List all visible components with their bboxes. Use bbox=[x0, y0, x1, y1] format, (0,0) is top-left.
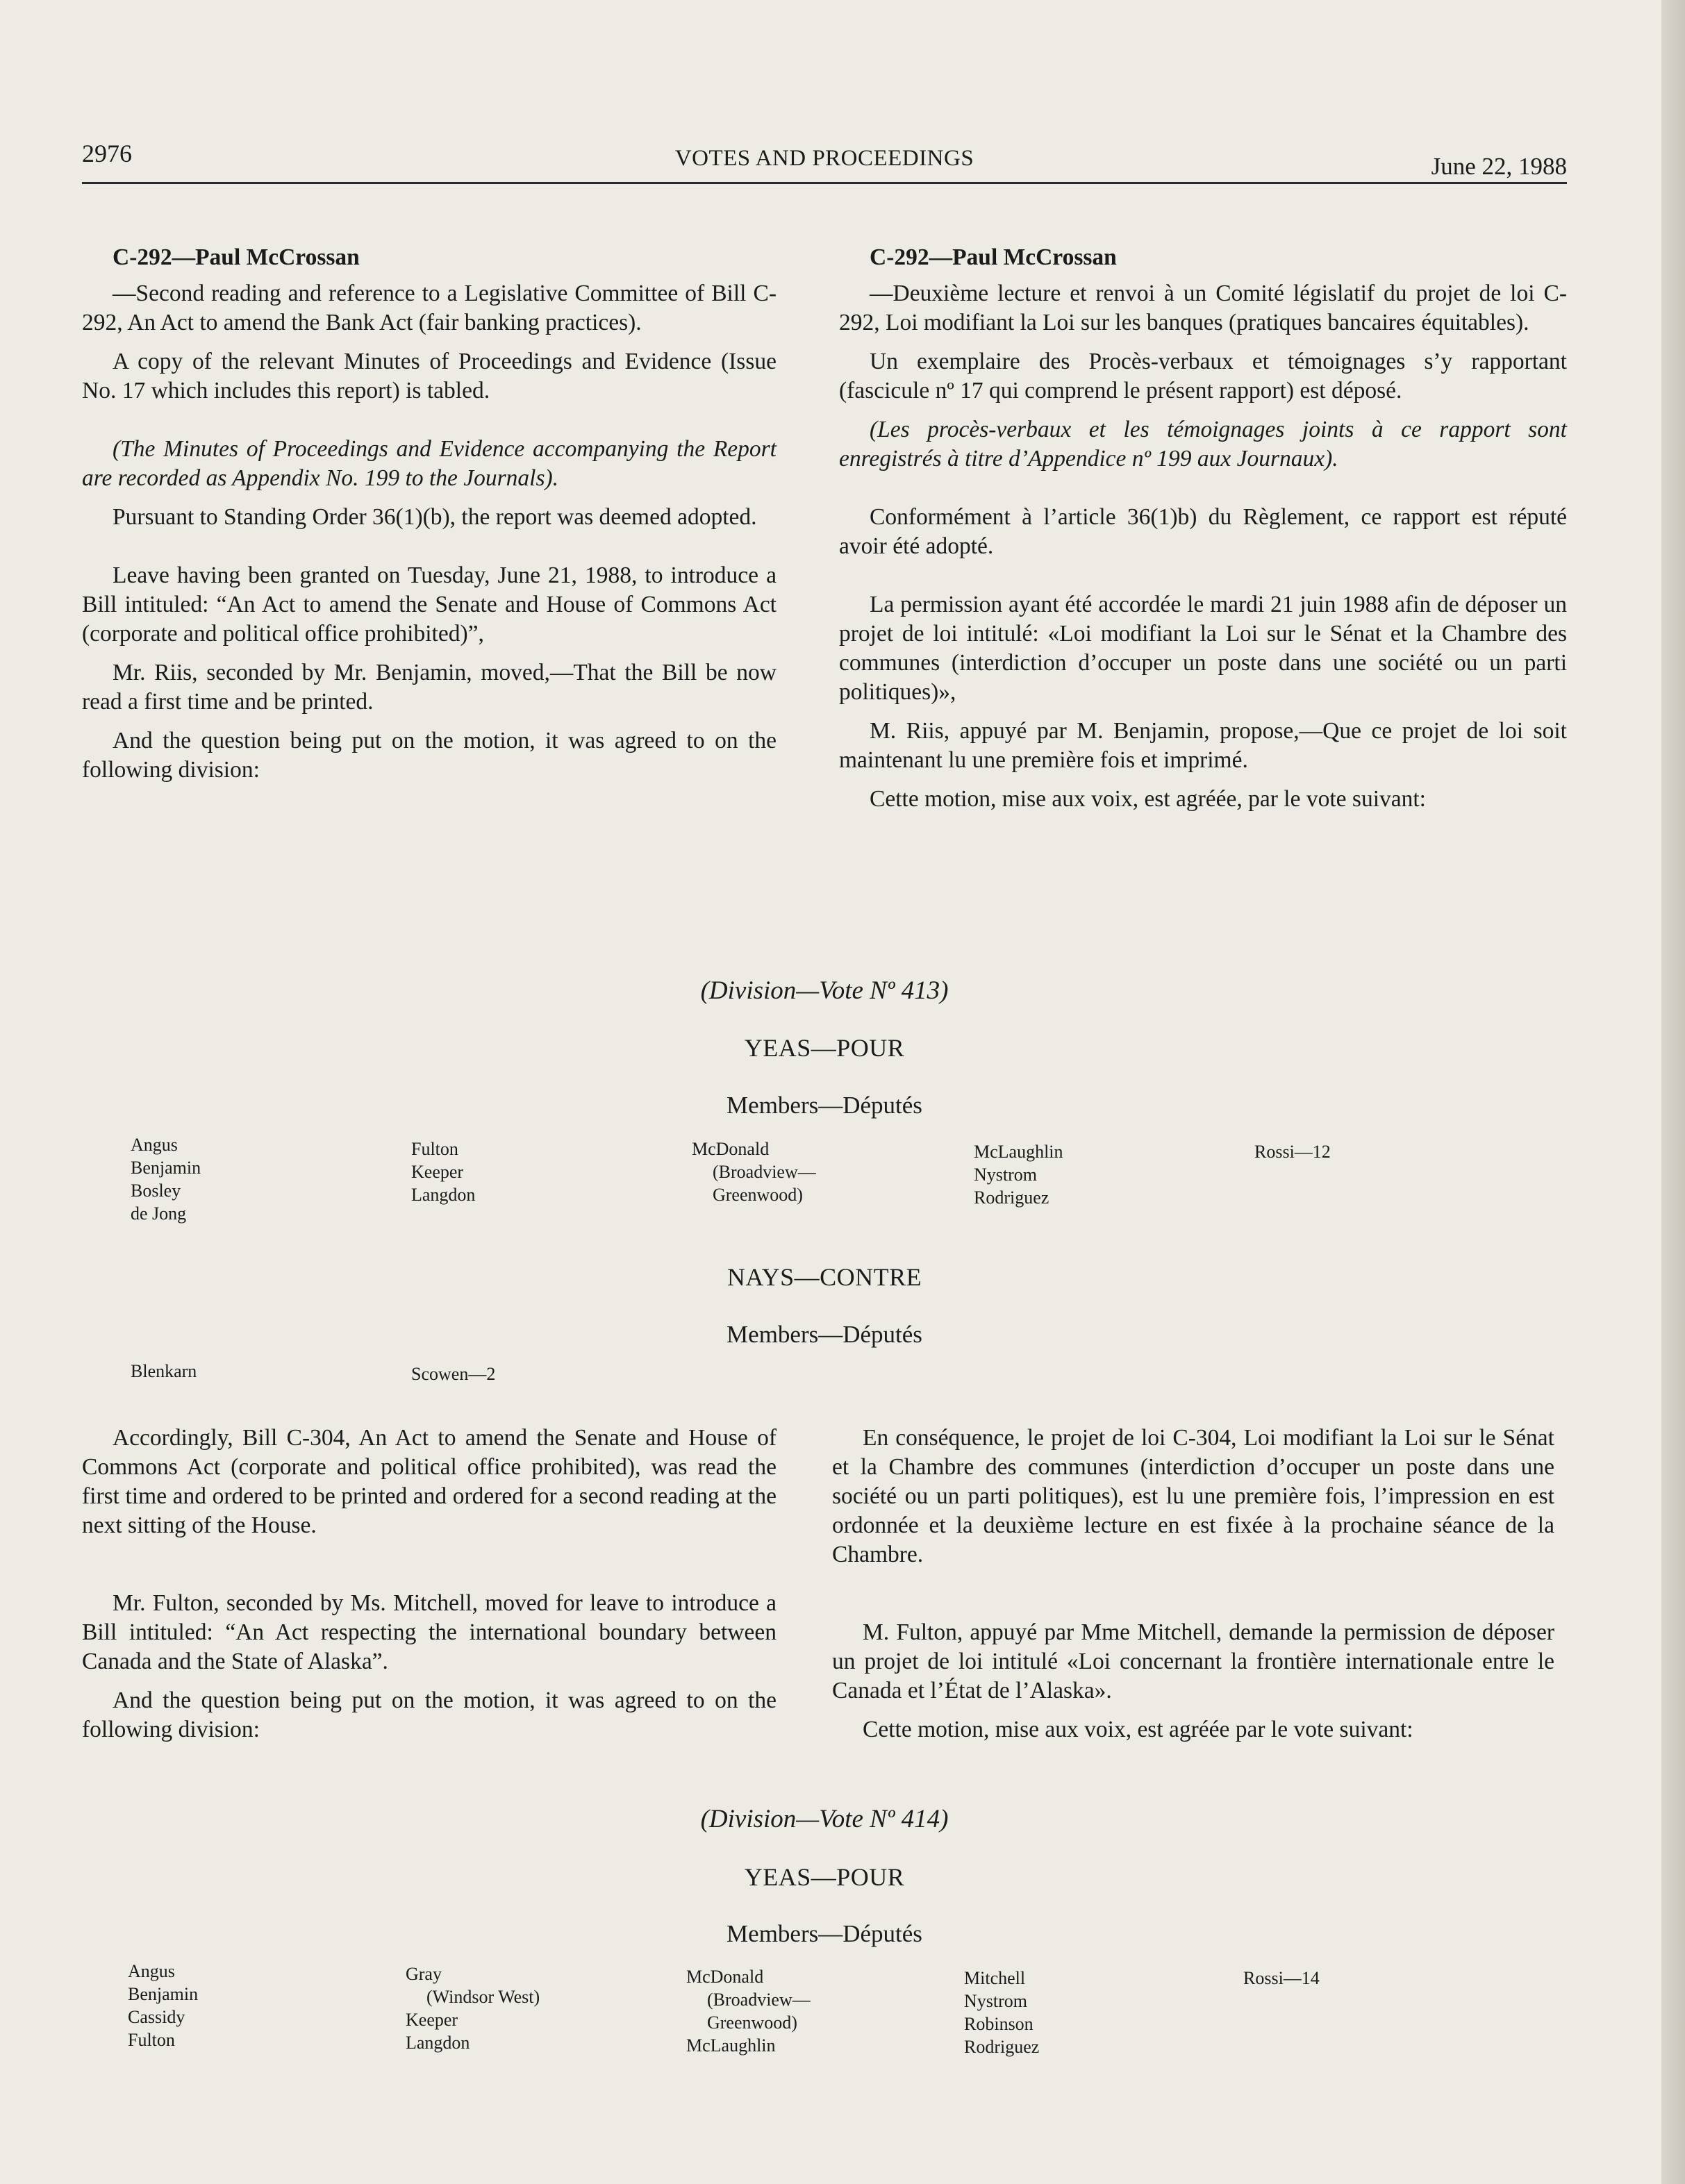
member-name: (Broadview— bbox=[713, 1162, 816, 1182]
paragraph: En conséquence, le projet de loi C-304, Loi modifiant la Loi sur le Sénat et la Chambre des communes (interdiction d’occuper un poste dans une société ou un parti politiques), est lu une première fois, l’impression en est ordonnée et la deuxième lecture en est fixée à la prochaine séance de la Chambre. bbox=[832, 1425, 1554, 1567]
member-name: Nystrom bbox=[964, 1991, 1027, 2011]
members-heading: Members—Députés bbox=[727, 1321, 922, 1348]
member-name: Angus bbox=[128, 1961, 175, 1981]
header-rule bbox=[82, 182, 1567, 184]
paragraph: Pursuant to Standing Order 36(1)(b), the report was deemed adopted. bbox=[113, 504, 757, 530]
member-name: Robinson bbox=[964, 2014, 1034, 2034]
member-name: Cassidy bbox=[128, 2007, 185, 2027]
page-number: 2976 bbox=[82, 140, 132, 167]
left-column-bottom bbox=[82, 1424, 777, 1744]
member-name: Fulton bbox=[411, 1139, 458, 1159]
member-name: Gray bbox=[406, 1964, 442, 1984]
header-date: June 22, 1988 bbox=[1431, 153, 1567, 180]
paragraph: M. Fulton, appuyé par Mme Mitchell, demande la permission de déposer un projet de loi intitulé «Loi concernant la frontière internationale entre le Canada et l’État de l’Alaska». bbox=[832, 1619, 1554, 1703]
paragraph: (Les procès-verbaux et les témoignages joints à ce rapport sont enregistrés à titre d’Appendice nº 199 aux Journaux). bbox=[839, 417, 1567, 472]
member-name: Rodriguez bbox=[974, 1187, 1049, 1208]
member-name: (Broadview— bbox=[707, 1990, 811, 2010]
paragraph: La permission ayant été accordée le mardi 21 juin 1988 afin de déposer un projet de loi intitulé: «Loi modifiant la Loi sur le Sénat et la Chambre des communes (interdiction d’occuper un poste dans une société ou un parti politiques)», bbox=[839, 592, 1567, 705]
yeas-column bbox=[128, 1960, 198, 2051]
member-name: Mitchell bbox=[964, 1968, 1026, 1988]
yeas-column bbox=[131, 1133, 201, 1225]
division-title: (Division—Vote Nº 413) bbox=[700, 976, 949, 1005]
member-name: McDonald bbox=[686, 1967, 764, 1987]
paragraph: Mr. Fulton, seconded by Ms. Mitchell, moved for leave to introduce a Bill intituled: “An Act respecting the international boundary between Canada and the State of Alaska”. bbox=[82, 1590, 777, 1674]
member-name: Bosley bbox=[131, 1181, 181, 1201]
member-name: Nystrom bbox=[974, 1165, 1037, 1185]
member-name: Langdon bbox=[411, 1185, 476, 1205]
members-heading: Members—Députés bbox=[727, 1092, 922, 1119]
right-column-bottom bbox=[832, 1424, 1554, 1744]
member-name: Rossi—12 bbox=[1254, 1142, 1331, 1162]
yeas-column bbox=[974, 1140, 1063, 1209]
paragraph: Mr. Riis, seconded by Mr. Benjamin, moved,—That the Bill be now read a first time and be printed. bbox=[82, 660, 777, 715]
division-title: (Division—Vote Nº 414) bbox=[700, 1805, 949, 1833]
paragraph: Cette motion, mise aux voix, est agréée, par le vote suivant: bbox=[870, 786, 1426, 812]
member-name: de Jong bbox=[131, 1203, 187, 1224]
nays-column bbox=[411, 1362, 495, 1385]
member-name: Blenkarn bbox=[131, 1361, 197, 1381]
paragraph: Un exemplaire des Procès-verbaux et témoignages s’y rapportant (fascicule nº 17 qui comprend le présent rapport) est déposé. bbox=[839, 349, 1567, 403]
paragraph: And the question being put on the motion, it was agreed to on the following division: bbox=[82, 728, 777, 783]
paragraph: —Second reading and reference to a Legislative Committee of Bill C-292, An Act to amend the Bank Act (fair banking practices). bbox=[82, 281, 777, 335]
running-title: VOTES AND PROCEEDINGS bbox=[674, 146, 974, 171]
member-name: Benjamin bbox=[131, 1158, 201, 1178]
member-name: Keeper bbox=[406, 2010, 458, 2030]
yeas-column bbox=[1243, 1967, 1320, 1990]
member-name: McDonald bbox=[692, 1139, 770, 1159]
member-name: McLaughlin bbox=[974, 1142, 1063, 1162]
paragraph: M. Riis, appuyé par M. Benjamin, propose,—Que ce projet de loi soit maintenant lu une première fois et imprimé. bbox=[839, 718, 1567, 773]
paragraph: (The Minutes of Proceedings and Evidence accompanying the Report are recorded as Appendix No. 199 to the Journals). bbox=[82, 436, 777, 491]
member-name: Greenwood) bbox=[713, 1185, 803, 1205]
member-name: Benjamin bbox=[128, 1984, 199, 2004]
right-column-top bbox=[839, 243, 1567, 814]
left-column-top bbox=[82, 243, 777, 785]
yeas-heading: YEAS—POUR bbox=[744, 1034, 905, 1062]
yeas-heading: YEAS—POUR bbox=[744, 1863, 905, 1891]
member-name: Scowen—2 bbox=[411, 1364, 496, 1384]
yeas-column bbox=[406, 1962, 540, 2054]
yeas-column bbox=[964, 1967, 1039, 2058]
member-name: Angus bbox=[131, 1135, 178, 1155]
yeas-column bbox=[692, 1137, 816, 1206]
paragraph: And the question being put on the motion, it was agreed to on the following division: bbox=[82, 1687, 777, 1742]
nays-heading: NAYS—CONTRE bbox=[727, 1263, 922, 1291]
bill-heading: C-292—Paul McCrossan bbox=[113, 244, 360, 270]
bill-heading: C-292—Paul McCrossan bbox=[870, 244, 1117, 270]
paragraph: Conformément à l’article 36(1)b) du Règlement, ce rapport est réputé avoir été adopté. bbox=[839, 504, 1567, 559]
nays-column bbox=[131, 1360, 197, 1383]
paragraph: A copy of the relevant Minutes of Proceedings and Evidence (Issue No. 17 which includes this report) is tabled. bbox=[82, 349, 777, 403]
page-header bbox=[82, 139, 1567, 181]
yeas-column bbox=[411, 1137, 475, 1206]
member-name: Greenwood) bbox=[707, 2012, 797, 2033]
yeas-column bbox=[1254, 1140, 1331, 1163]
page-edge bbox=[1661, 0, 1685, 2184]
paragraph: Accordingly, Bill C-304, An Act to amend the Senate and House of Commons Act (corporate and political office prohibited), was read the first time and ordered to be printed and ordered for a second reading at the next sitting of the House. bbox=[82, 1425, 777, 1538]
member-name: McLaughlin bbox=[686, 2035, 776, 2056]
paragraph: Cette motion, mise aux voix, est agréée par le vote suivant: bbox=[863, 1717, 1413, 1742]
member-name: Langdon bbox=[406, 2033, 470, 2053]
paragraph: Leave having been granted on Tuesday, June 21, 1988, to introduce a Bill intituled: “An Act to amend the Senate and House of Commons Act (corporate and political office prohibited)”, bbox=[82, 562, 777, 647]
members-heading: Members—Députés bbox=[727, 1920, 922, 1947]
paragraph: —Deuxième lecture et renvoi à un Comité législatif du projet de loi C-292, Loi modifiant la Loi sur les banques (pratiques bancaires équitables). bbox=[839, 281, 1567, 335]
member-name: (Windsor West) bbox=[426, 1987, 540, 2007]
member-name: Keeper bbox=[411, 1162, 464, 1182]
member-name: Fulton bbox=[128, 2030, 175, 2050]
yeas-column bbox=[686, 1965, 811, 2057]
member-name: Rodriguez bbox=[964, 2037, 1040, 2057]
member-name: Rossi—14 bbox=[1243, 1968, 1320, 1988]
